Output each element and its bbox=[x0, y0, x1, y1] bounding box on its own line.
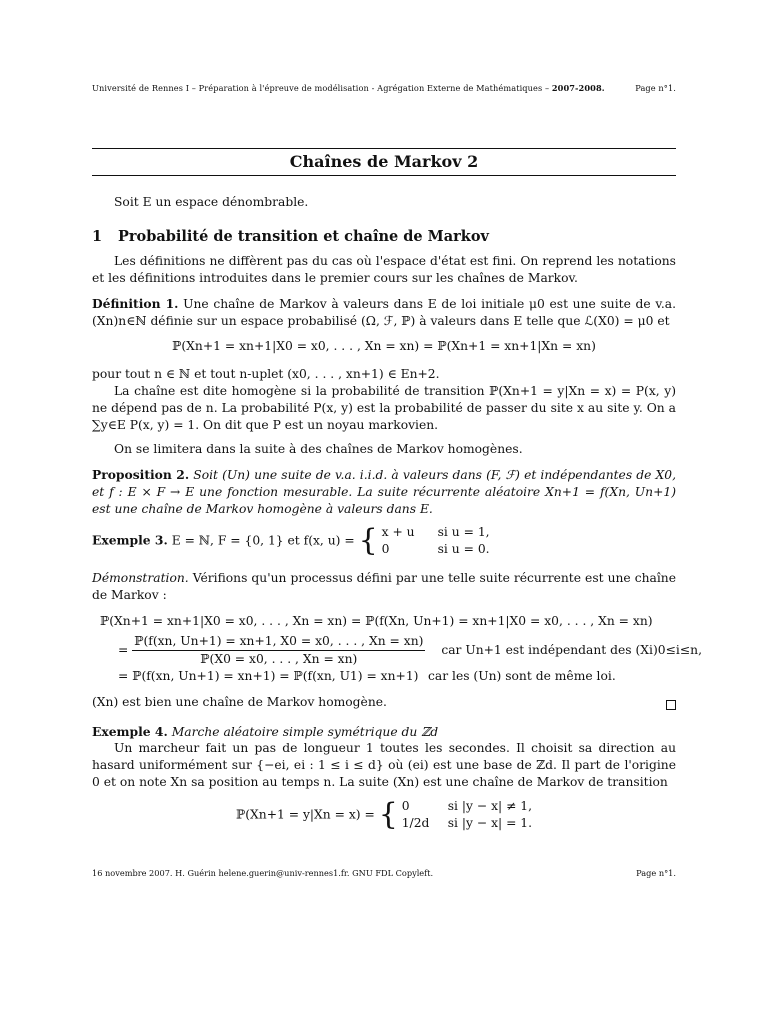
proposition-text: Soit (Un) une suite de v.a. i.i.d. à valeurs dans (F, ℱ) et indépendantes de X0, et f : E × F → E une fonction mesurable. La suite récurrente aléatoire Xn+1 = f(Xn, Un+1) est une chaîne de Markov homogène à valeurs dans E. bbox=[92, 468, 676, 516]
example-3-text: E = ℕ, F = {0, 1} et f(x, u) = bbox=[171, 533, 355, 548]
demonstration-conclusion: (Xn) est bien une chaîne de Markov homogène. bbox=[92, 695, 387, 709]
example-3 bbox=[92, 524, 676, 558]
transition-cases: 0 si |y − x| ≠ 1, 1/2d si |y − x| = 1. bbox=[401, 799, 533, 830]
example-3-label: Exemple 3. bbox=[92, 532, 168, 548]
proposition-label: Proposition 2. bbox=[92, 467, 190, 482]
markov-property-equation: ℙ(Xn+1 = xn+1|X0 = x0, . . . , Xn = xn) = ℙ(Xn+1 = xn+1|Xn = xn) bbox=[172, 339, 596, 353]
section-number: 1 bbox=[92, 228, 103, 245]
transition-lhs: ℙ(Xn+1 = y|Xn = x) = bbox=[236, 807, 375, 822]
header-year: 2007-2008. bbox=[551, 83, 605, 93]
demo-fraction bbox=[132, 633, 425, 668]
definition-text: Une chaîne de Markov à valeurs dans E de loi initiale μ0 est une suite de v.a. (Xn)n∈ℕ définie sur un espace probabilisé (Ω, ℱ, ℙ) à valeurs dans E telle que ℒ(X0) = μ0 et bbox=[92, 297, 676, 328]
demonstration-label: Démonstration. bbox=[92, 571, 189, 585]
transition-equation bbox=[236, 798, 676, 832]
demo-reason-2: car les (Un) sont de même loi. bbox=[428, 669, 616, 683]
proposition-2 bbox=[92, 466, 676, 518]
intro-text: Soit E un espace dénombrable. bbox=[114, 195, 309, 209]
qed-square bbox=[666, 700, 676, 710]
header-left: Université de Rennes I – Préparation à l'épreuve de modélisation - Agrégation Externe de Mathématiques – 2007-2008. bbox=[92, 83, 605, 93]
demo-line-1: ℙ(Xn+1 = xn+1|X0 = x0, . . . , Xn = xn) = ℙ(f(Xn, Un+1) = xn+1|X0 = x0, . . . , Xn = xn) bbox=[100, 614, 653, 628]
definition-label: Définition 1. bbox=[92, 296, 179, 311]
title-top-rule bbox=[92, 148, 676, 149]
example-4-label: Exemple 4. bbox=[92, 724, 168, 739]
definition-tuple-text: pour tout n ∈ ℕ et tout n-uplet (x0, . . . , xn+1) ∈ En+2. bbox=[92, 367, 440, 381]
title-bottom-rule bbox=[92, 175, 676, 176]
example-3-cases: x + u si u = 1, 0 si u = 0. bbox=[381, 525, 490, 556]
footer-page-number: Page n°1. bbox=[636, 868, 676, 878]
page-title: Chaînes de Markov 2 bbox=[289, 152, 479, 171]
example-4-subtitle: Marche aléatoire simple symétrique du ℤd bbox=[171, 725, 439, 739]
section-title: Probabilité de transition et chaîne de Markov bbox=[118, 228, 489, 245]
demo-line-2: = $\frac{\text{ℙ(f(xn, Un+1) = xn+1, X0 = x0, . . . , Xn = xn)}}{\text{ℙ(X0 = x0, . . . , Xn = xn)}}$ car Un+1 est indépendant des (Xi)0≤i≤n, bbox=[118, 634, 702, 666]
fraction-denominator: ℙ(X0 = x0, . . . , Xn = xn) bbox=[200, 652, 358, 666]
paragraph-homogeneous: On se limitera dans la suite à des chaînes de Markov homogènes. bbox=[114, 442, 523, 456]
fraction-numerator: ℙ(f(xn, Un+1) = xn+1, X0 = x0, . . . , Xn = xn) bbox=[132, 633, 425, 651]
demonstration-text: Vérifions qu'un processus défini par une telle suite récurrente est une chaîne de Markov : bbox=[92, 571, 676, 602]
paragraph-definitions: Les définitions ne diffèrent pas du cas où l'espace d'état est fini. On reprend les notations et les définitions introduites dans le premier cours sur les chaînes de Markov. bbox=[92, 254, 676, 285]
transition-brace: { bbox=[378, 797, 398, 832]
header-page-number: Page n°1. bbox=[635, 83, 676, 93]
cases-brace: { bbox=[358, 523, 378, 558]
example-4-text: Un marcheur fait un pas de longueur 1 toutes les secondes. Il choisit sa direction au hasard uniformément sur {−ei, ei : 1 ≤ i ≤ d} où (ei) est une base de ℤd. Il part de l'origine 0 et on note Xn sa position au temps n. La suite (Xn) est une chaîne de Markov de transition bbox=[92, 741, 676, 789]
demo-line-3: = ℙ(f(xn, Un+1) = xn+1) = ℙ(f(xn, U1) = xn+1) bbox=[118, 669, 419, 683]
demonstration-intro bbox=[92, 570, 676, 604]
section-heading bbox=[92, 228, 489, 245]
example-4-heading bbox=[92, 723, 676, 741]
definition-1 bbox=[92, 295, 676, 330]
footer-left: 16 novembre 2007. H. Guérin helene.guerin@univ-rennes1.fr. GNU FDL Copyleft. bbox=[92, 868, 434, 878]
homogeneous-definition: La chaîne est dite homogène si la probabilité de transition ℙ(Xn+1 = y|Xn = x) = P(x, y) ne dépend pas de n. La probabilité P(x, y) est la probabilité de passer du site x au site y. On a ∑y∈E P(x, y) = 1. On dit que P est un noyau markovien. bbox=[92, 384, 676, 432]
demo-reason-1: car Un+1 est indépendant des (Xi)0≤i≤n, bbox=[441, 643, 702, 657]
